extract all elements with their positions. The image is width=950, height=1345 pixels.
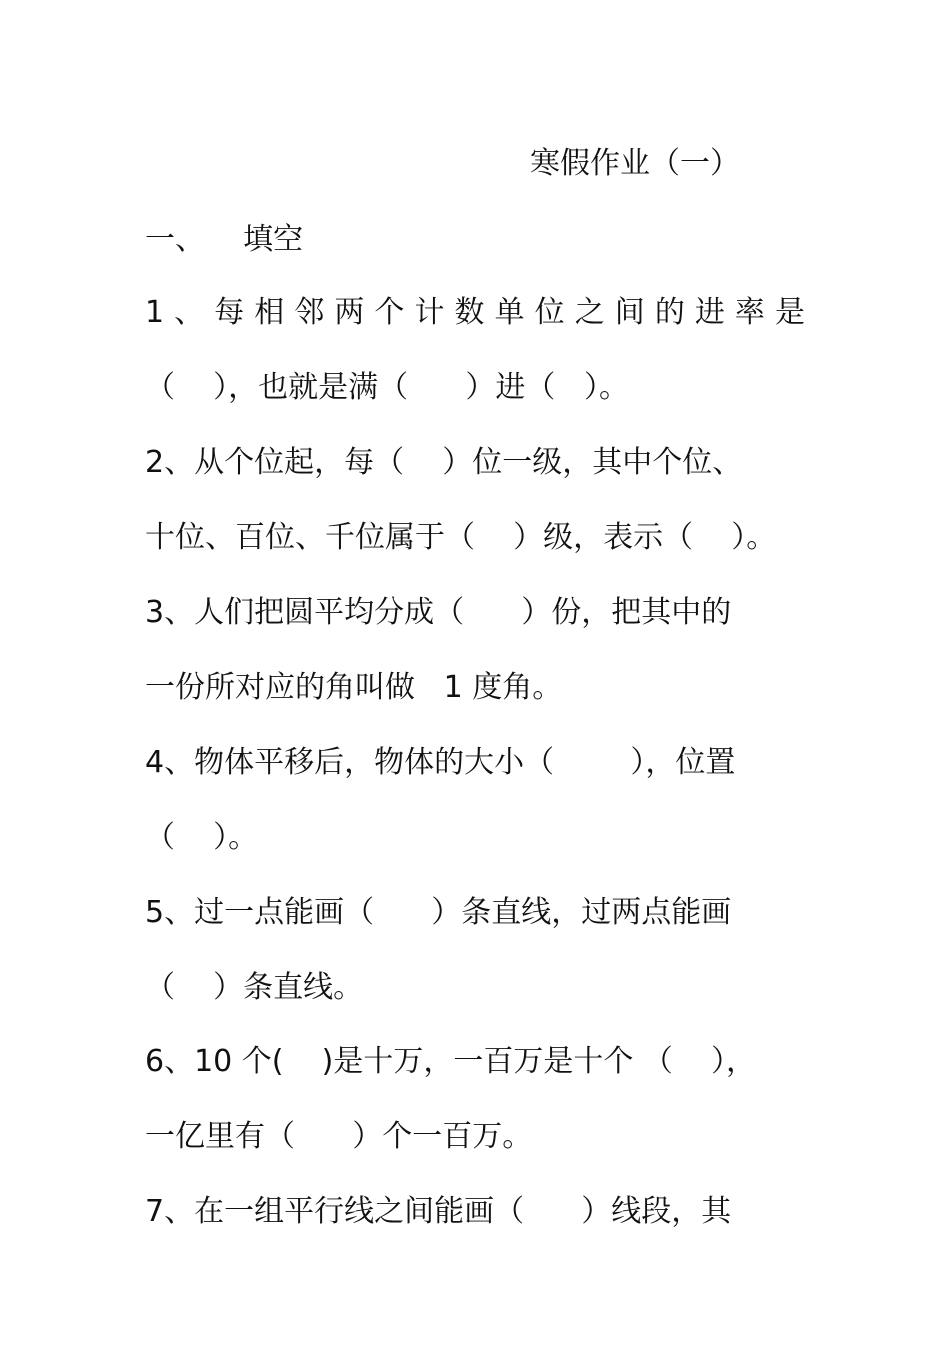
question-4-line-2: （ ）。 <box>145 820 259 855</box>
question-5-line-1: 5、过一点能画（ ）条直线，过两点能画 <box>145 895 732 930</box>
question-1-line-1: 1、每相邻两个计数单位之间的进率是 <box>145 295 805 330</box>
question-1-line-2: （ ），也就是满（ ）进（ ）。 <box>145 370 629 405</box>
question-6-line-1: 6、10 个( )是十万，一百万是十个 （ ）， <box>145 1044 757 1079</box>
question-5-line-2: （ ）条直线。 <box>145 970 364 1005</box>
section-heading-fill-blank: 一、 填空 <box>145 222 304 257</box>
question-6-line-2: 一亿里有（ ）个一百万。 <box>145 1119 533 1154</box>
question-7-line-1: 7、在一组平行线之间能画（ ）线段，其 <box>145 1194 732 1229</box>
question-3-line-2: 一份所对应的角叫做 1 度角。 <box>145 670 563 705</box>
question-2-line-2: 十位、百位、千位属于（ ）级，表示（ ）。 <box>145 520 777 555</box>
worksheet-title: 寒假作业（一） <box>530 146 740 181</box>
question-2-line-1: 2、从个位起，每（ ）位一级，其中个位、 <box>145 445 743 480</box>
question-3-line-1: 3、人们把圆平均分成（ ）份，把其中的 <box>145 595 732 630</box>
question-4-line-1: 4、物体平移后，物体的大小（ ），位置 <box>145 745 736 780</box>
